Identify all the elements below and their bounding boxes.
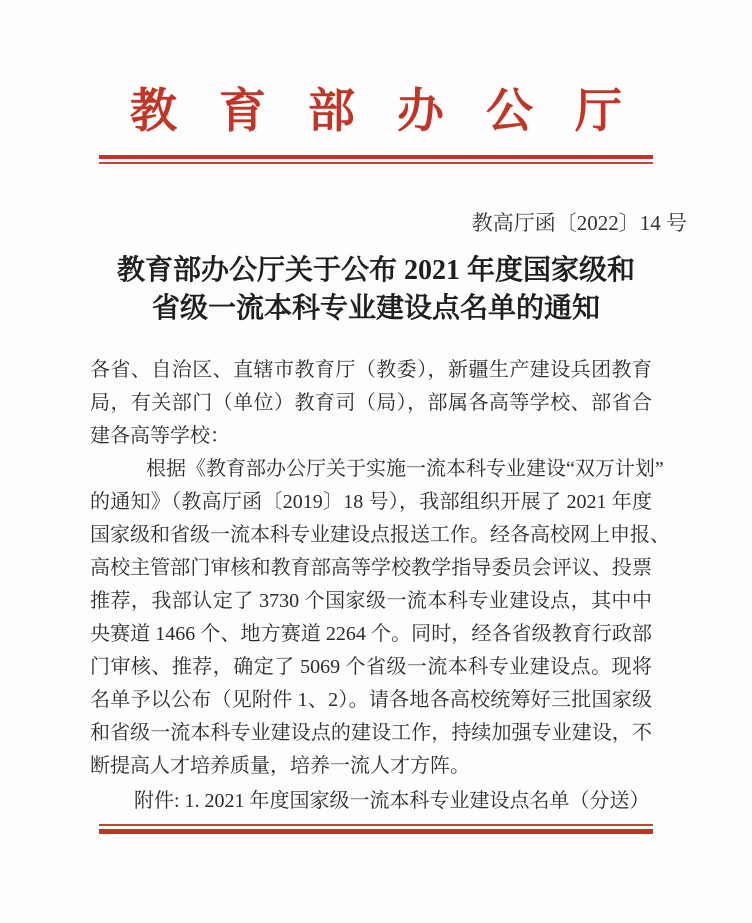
- attachment-line: 附件: 1. 2021 年度国家级一流本科专业建设点名单（分送）: [134, 790, 650, 812]
- red-separator-bottom: [99, 824, 653, 834]
- document-title-line1: 教育部办公厅关于公布 2021 年度国家级和: [116, 255, 635, 286]
- document-title: [0, 252, 752, 328]
- text-line: 根据《教育部办公厅关于实施一流本科专业建设“双万计划”: [146, 458, 664, 480]
- text-line: 各省、自治区、直辖市教育厅（教委），新疆生产建设兵团教育: [90, 359, 652, 381]
- text-line: 和省级一流本科专业建设点的建设工作，持续加强专业建设，不: [90, 722, 652, 744]
- text-line: 央赛道 1466 个、地方赛道 2264 个。同时，经各省级教育行政部: [90, 623, 652, 645]
- document-title-line2: 省级一流本科专业建设点名单的通知: [151, 293, 600, 324]
- text-line: 推荐，我部认定了 3730 个国家级一流本科专业建设点，其中中: [90, 590, 652, 612]
- agency-masthead: 教育部办公厅: [130, 86, 664, 138]
- text-line: 门审核、推荐，确定了 5069 个省级一流本科专业建设点。现将: [90, 656, 652, 678]
- addressee-paragraph: [90, 354, 652, 453]
- text-line: 的通知》（教高厅函〔2019〕18 号），我部组织开展了 2021 年度: [90, 491, 652, 513]
- red-separator-top: [99, 155, 653, 164]
- text-line: 建各高等学校：: [90, 425, 230, 447]
- main-paragraph: [90, 453, 670, 783]
- text-line: 高校主管部门审核和教育部高等学校教学指导委员会评议、投票: [90, 557, 652, 579]
- separator-thick-bar: [99, 155, 653, 159]
- text-line: 局，有关部门（单位）教育司（局），部属各高等学校、部省合: [90, 392, 652, 414]
- text-line: 名单予以公布（见附件 1、2）。请各地各高校统筹好三批国家级: [90, 689, 652, 711]
- separator-thick-bar: [99, 829, 653, 834]
- document-body: [0, 354, 752, 783]
- text-line: 国家级和省级一流本科专业建设点报送工作。经各高校网上申报、: [90, 524, 670, 546]
- text-line: 断提高人才培养质量，培养一流人才方阵。: [90, 755, 470, 777]
- separator-thin-bar: [99, 162, 653, 164]
- document-number: 教高厅函〔2022〕14 号: [471, 211, 687, 235]
- separator-thin-bar: [99, 824, 653, 826]
